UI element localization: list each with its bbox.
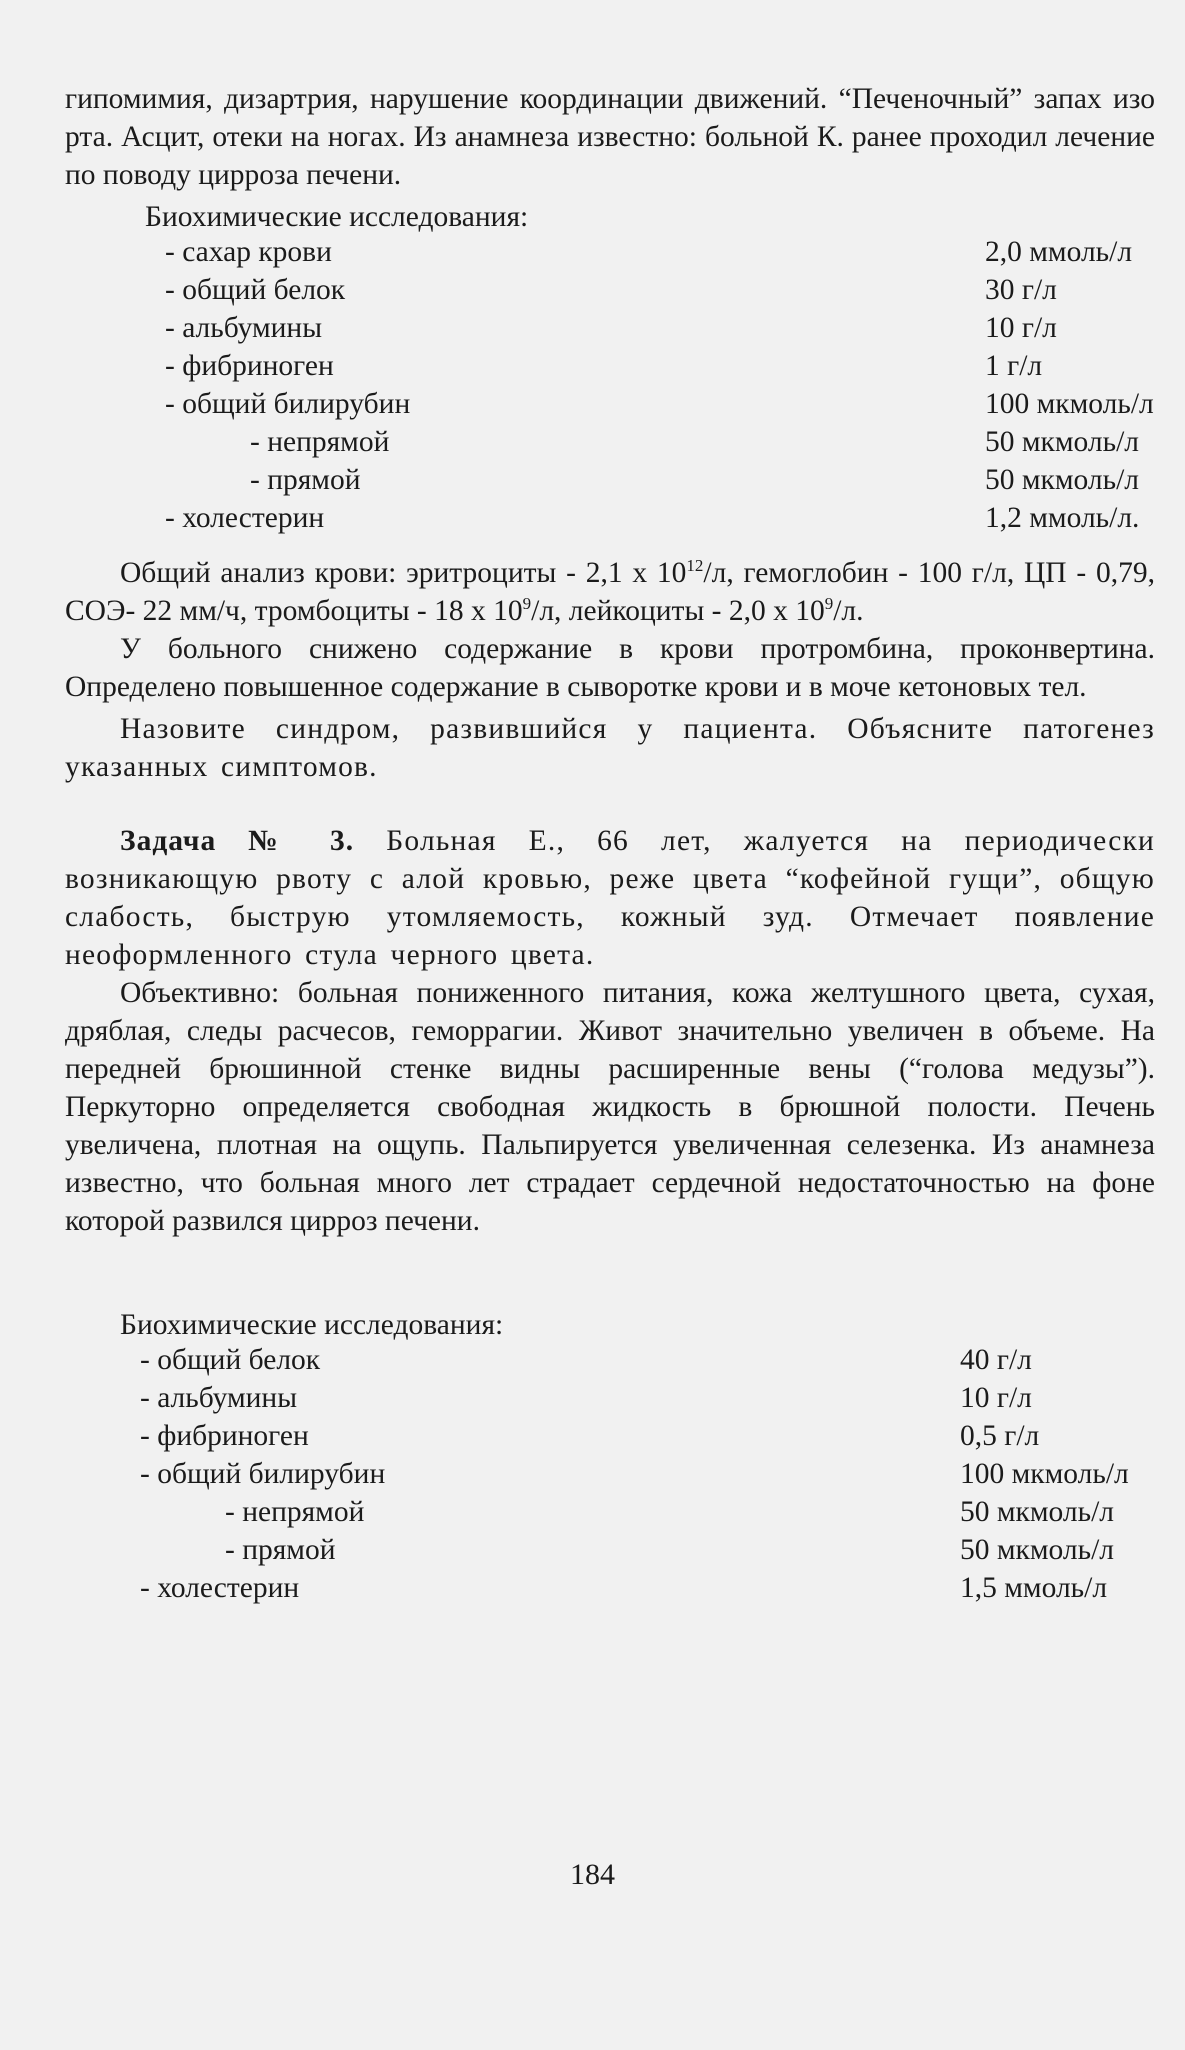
lab-row (120, 1534, 1129, 1572)
lab-test-name: - холестерин (165, 502, 325, 534)
page-content (65, 80, 1155, 1610)
lab-test-value: 50 мкмоль/л (985, 426, 1139, 458)
blood-text-b: /л, гемоглобин - 100 г/л, ЦП - 0,79, СОЭ- 22 мм/ч, тромбоциты - 18 х 10 (65, 557, 1155, 627)
case3-objective: Объективно: больная пониженного питания, кожа желтушного цвета, сухая, дряблая, следы расчесов, геморрагии. Живот значительно увеличен в объеме. На передней брюшинной стенке видны расширенные вены (“голова медузы”). Перкуторно определяется свободная жидкость в брюшной полости. Печень увеличена, плотная на ощупь. Пальпируется увеличенная селезенка. Из анамнеза известно, что больная много лет страдает сердечной недостаточностью на фоне которой развился цирроз печени. (65, 977, 1155, 1237)
lab-row (145, 426, 1154, 464)
lab-test-value: 30 г/л (985, 274, 1057, 306)
lab-row (120, 1496, 1129, 1534)
case3-complaints (65, 822, 1155, 974)
lab-test-value: 1,5 ммоль/л (960, 1572, 1108, 1604)
case2-question: Назовите синдром, развившийся у пациента. Объясните патогенез указанных симптомов. (65, 713, 1155, 783)
lab-test-value: 10 г/л (985, 312, 1057, 344)
lab-test-name: - холестерин (140, 1572, 300, 1604)
lab-test-name: - общий белок (165, 274, 346, 306)
blood-text-d: /л. (833, 595, 864, 627)
lab-test-name: - альбумины (165, 312, 323, 344)
lab-test-name: - прямой (225, 1534, 336, 1566)
blood-sup-a: 12 (686, 556, 704, 576)
lab-test-value: 10 г/л (960, 1382, 1032, 1414)
lab-test-name: - сахар крови (165, 236, 332, 268)
lab-row (120, 1382, 1129, 1420)
lab-test-name: - непрямой (250, 426, 390, 458)
lab-test-value: 100 мкмоль/л (960, 1458, 1129, 1490)
page-number: 184 (570, 1858, 615, 1891)
case2-biochem-title: Биохимические исследования: (145, 201, 529, 233)
blood-sup-b: 9 (522, 594, 532, 614)
blood-text-a: Общий анализ крови: эритроциты - 2,1 х 10 (120, 557, 687, 589)
lab-row (120, 1344, 1129, 1382)
lab-row (145, 350, 1154, 388)
blood-sup-c: 9 (824, 594, 834, 614)
case3-biochem-title: Биохимические исследования: (120, 1309, 504, 1341)
lab-test-name: - альбумины (140, 1382, 298, 1414)
lab-test-name: - общий белок (140, 1344, 321, 1376)
lab-test-value: 2,0 ммоль/л (985, 236, 1133, 268)
lab-row (145, 274, 1154, 312)
lab-test-value: 50 мкмоль/л (960, 1496, 1114, 1528)
lab-row (145, 502, 1154, 540)
case2-blood-analysis (65, 554, 1155, 630)
case3-complaints-text: Больная Е., 66 лет, жалуется на периодически возникающую рвоту с алой кровью, реже цвета “кофейной гущи”, общую слабость, быструю утомляемость, кожный зуд. Отмечает появление неоформленного стула черного цвета. (65, 825, 1156, 971)
lab-test-value: 50 мкмоль/л (960, 1534, 1114, 1566)
lab-row (145, 388, 1154, 426)
lab-test-name: - прямой (250, 464, 361, 496)
lab-test-name: - непрямой (225, 1496, 365, 1528)
lab-test-value: 50 мкмоль/л (985, 464, 1139, 496)
lab-test-name: - общий билирубин (140, 1458, 386, 1490)
lab-row (120, 1458, 1129, 1496)
lab-row (120, 1572, 1129, 1610)
lab-test-value: 1 г/л (985, 350, 1043, 382)
case3-biochem-table (120, 1344, 1129, 1610)
lab-test-name: - общий билирубин (165, 388, 411, 420)
lab-test-value: 100 мкмоль/л (985, 388, 1154, 420)
lab-test-value: 40 г/л (960, 1344, 1032, 1376)
lab-test-value: 0,5 г/л (960, 1420, 1040, 1452)
case3-heading: Задача № 3. (120, 825, 355, 857)
lab-test-name: - фибриноген (165, 350, 334, 382)
lab-test-name: - фибриноген (140, 1420, 309, 1452)
case2-intro: гипомимия, дизартрия, нарушение координации движений. “Печеночный” запах изо рта. Асцит, отеки на ногах. Из анамнеза известно: больной К. ранее проходил лечение по поводу цирроза печени. (65, 83, 1155, 191)
blood-text-c: /л, лейкоциты - 2,0 х 10 (531, 595, 825, 627)
case2-extra: У больного снижено содержание в крови протромбина, проконвертина. Определено повышенное содержание в сыворотке крови и в моче кетоновых тел. (65, 633, 1155, 703)
lab-row (120, 1420, 1129, 1458)
lab-row (145, 464, 1154, 502)
lab-row (145, 312, 1154, 350)
lab-row (145, 236, 1154, 274)
lab-test-value: 1,2 ммоль/л. (985, 502, 1140, 534)
case2-biochem-table (145, 236, 1154, 540)
